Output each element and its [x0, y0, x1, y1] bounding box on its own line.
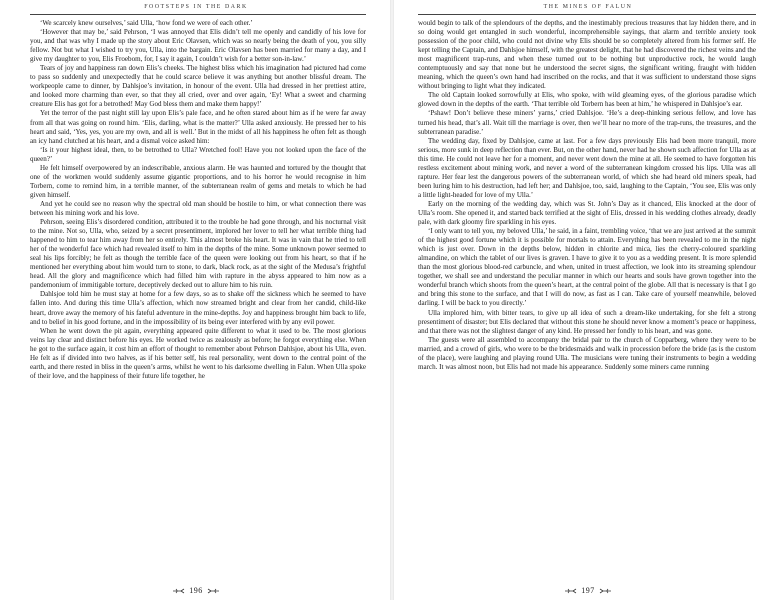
- left-running-head: FOOTSTEPS IN THE DARK: [144, 4, 248, 10]
- left-header-rule: [30, 14, 366, 15]
- paragraph: ‘Is it your highest ideal, then, to be betrothed to Ulla? Wretched fool! Have you not looked upon the face of the queen?’: [30, 145, 366, 163]
- left-page-number: 196: [189, 586, 203, 595]
- paragraph: Pehrson, seeing Elis’s disordered condition, attributed it to the trouble he had gone through, and his nocturnal visit to the mine. Not so, Ulla, who, seized by a secret presentiment, implored her lover to tell her what terrible thing had happened to him to tear him away from her so entirely. This almost broke his heart. It was in vain that he tried to tell her of the wonderful face which had revealed itself to him in the depths of the mine. Some unknown power seemed to seal his lips forcibly; he felt as though the terrible face of the queen were looking out from his heart, so that if he mentioned her everything about him would turn to stone, to dark, black rock, as at the sight of the Medusa’s frightful head. All the glory and magnificence which had filled him with rapture in the abyss appeared to him now as a pandemonium of immitigable torture, deceptively decked out to allure him to his ruin.: [30, 218, 366, 290]
- paragraph: He felt himself overpowered by an indescribable, anxious alarm. He was haunted and tortured by the thought that one of the workmen would suddenly assume gigantic proportions, and to his horror he would recognise in him Torbern, come to remind him, in a terrible manner, of the subterranean realm of gems and metals to which he had given himself.: [30, 163, 366, 199]
- paragraph: ‘However that may be,’ said Pehrson, ‘I was annoyed that Elis didn’t tell me openly and candidly of his love for you, and that was why I made up the story about Eric Olavsen, which was so nearly being the death of you, you silly fellow. Not but what I wished to try you, Ulla, into the bargain. Eric Olavsen has been married for many a day, and I give my daughter to you, Elis Froebom, for, I say it again, I couldn’t wish for a better son-in-law.’: [30, 28, 366, 64]
- right-page-number: 197: [581, 586, 595, 595]
- right-folio: [392, 586, 784, 595]
- paragraph: Tears of joy and happiness ran down Elis’s cheeks. The highest bliss which his imagination had pictured had come to pass so suddenly and unexpectedly that he could scarce believe it was anything but another blissful dream. The workpeople came to dinner, by Dahlsjoe’s invitation, in honour of the event. Ulla had dressed in her prettiest attire, and looked more charming than ever, so that they all cried, over and over again, ‘Ey! What a sweet and charming creature Elis has got for a betrothed! May God bless them and make them happy!’: [30, 64, 366, 109]
- paragraph: ‘I only want to tell you, my beloved Ulla,’ he said, in a faint, trembling voice, ‘that we are just arrived at the summit of the highest good fortune which it is possible for mortals to attain. Everything has been revealed to me in the night which is just over. Down in the depths below, hidden in chlorite and mica, lies the cherry-coloured sparkling almandine, on which the tablet of our lives is graven. I have to give it to you as a wedding present. It is more splendid than the most glorious blood-red carbuncle, and when, united in truest affection, we look into its streaming splendour together, we shall see and understand the peculiar manner in which our hearts and souls have grown together into the wonderful branch which shoots from the queen’s heart, at the central point of the globe. All that is necessary is that I go and bring this stone to the surface, and that I will do now, as fast as I can. Take care of yourself meanwhile, beloved darling. I will be back to you directly.’: [418, 227, 756, 308]
- paragraph: When he went down the pit again, everything appeared quite different to what it used to be. The most glorious veins lay clear and distinct before his eyes. He worked twice as zealously as before; he forgot everything else. When he got to the surface again, it cost him an effort of thought to remember about Pehrson Dahlsjoe, about his Ulla, even. He felt as if divided into two halves, as if his better self, his real personality, went down to the central point of the earth, and there rested in bliss in the queen’s arms, whilst he went to his darksome dwelling in Falun. When Ulla spoke of their love, and the happiness of their future life together, he: [30, 326, 366, 380]
- right-page: [392, 0, 784, 600]
- right-header-rule: [418, 14, 756, 15]
- paragraph: The old Captain looked sorrowfully at Elis, who spoke, with wild gleaming eyes, of the glorious paradise which glowed down in the depths of the earth. ‘That terrible old Torbern has been at him,’ he whispered in Dahlsjoe’s ear.: [418, 91, 756, 109]
- paragraph: Early on the morning of the wedding day, which was St. John’s Day as it chanced, Elis knocked at the door of Ulla’s room. She opened it, and started back terrified at the sight of Elis, dressed in his wedding clothes already, deadly pale, with dark gloomy fire sparkling in his eyes.: [418, 199, 756, 227]
- paragraph: And yet he could see no reason why the spectral old man should be hostile to him, or what connection there was between his mining work and his love.: [30, 199, 366, 217]
- paragraph: The guests were all assembled to accompany the bridal pair to the church of Copparberg, where they were to be married, and a crowd of girls, who were to be the bridesmaids and walk in procession before the bride (as is the custom of the place), were laughing and playing round Ulla. The musicians were tuning their instruments to begin a wedding march. It was almost noon, but Elis had not made his appearance. Suddenly some miners came running: [418, 335, 756, 371]
- paragraph: ‘Pshaw! Don’t believe these miners’ yarns,’ cried Dahlsjoe. ‘He’s a deep-thinking serious fellow, and love has turned his head, that’s all. Wait till the marriage is over, then we’ll hear no more of the trap-runs, the treasures, and the subterranean paradise.’: [418, 109, 756, 136]
- paragraph: would begin to talk of the splendours of the depths, and the inestimably precious treasures that lay hidden there, and in so doing would get entangled in such wonderful, incomprehensible sayings, that alarm and terrible anxiety took possession of the poor child, who could not divine why Elis should be so completely altered from his former self. He kept telling the Captain, and Dahlsjoe himself, with the greatest delight, that he had discovered the richest veins and the most magnificent trap-runs, and when these turned out to be nothing but unproductive rock, he would laugh contemptuously and say that none but he understood the secret signs, the significant writing, fraught with hidden meaning, which the queen’s own hand had inscribed on the rocks, and that it was sufficient to understand those signs without bringing to light what they indicated.: [418, 19, 756, 91]
- ornament-left-icon: [173, 588, 185, 594]
- ornament-right-icon: [599, 588, 611, 594]
- paragraph: Ulla implored him, with bitter tears, to give up all idea of such a dream-like undertaking, for she felt a strong presentiment of disaster; but Elis declared that without this stone he should never know a moment’s peace or happiness, and that there was not the slightest danger of any kind. He pressed her fondly to his heart, and was gone.: [418, 308, 756, 335]
- paragraph: The wedding day, fixed by Dahlsjoe, came at last. For a few days previously Elis had been more tranquil, more serious, more sunk in deep reflection than ever. But, on the other hand, never had he shown such affection for Ulla as at this time. He could not leave her for a moment, and never went down the mine at all. He seemed to have forgotten his restless excitement about mining work, and never a word of the subterranean kingdom crossed his lips. Ulla was all rapture. Her fear lest the dangerous powers of the subterranean world, of which she had heard old miners speak, had been luring him to his destruction, had left her; and Dahlsjoe, too, said, laughing to the Captain, ‘You see, Elis was only a little light-headed for love of my Ulla.’: [418, 136, 756, 199]
- paragraph: ‘We scarcely knew ourselves,’ said Ulla, ‘how fond we were of each other.’: [40, 19, 253, 27]
- paragraph: Yet the terror of the past night still lay upon Elis’s pale face, and he often stared about him as if he were far away from all that was going on round him. ‘Elis, darling, what is the matter?’ Ulla asked anxiously. He pressed her to his heart and said, ‘Yes, yes, you are my own, and all is well.’ But in the midst of all his happiness he often felt as though an icy hand clutched at his heart, and a dismal voice asked him:: [30, 109, 366, 145]
- ornament-left-icon: [565, 588, 577, 594]
- left-body-text: [30, 19, 366, 381]
- right-body-text: [418, 19, 756, 372]
- paragraph: Dahlsjoe told him he must stay at home for a few days, so as to shake off the sickness which he seemed to have fallen into. And during this time Ulla’s affection, which now streamed bright and clear from her candid, child-like heart, drove away the memory of his fateful adventure in the mine-depths. Joy and happiness brought him back to life, and to belief in his good fortune, and in the impossibility of its being ever interfered with by any evil power.: [30, 290, 366, 326]
- left-folio: [0, 586, 392, 595]
- right-running-head: THE MINES OF FALUN: [543, 4, 633, 10]
- ornament-right-icon: [207, 588, 219, 594]
